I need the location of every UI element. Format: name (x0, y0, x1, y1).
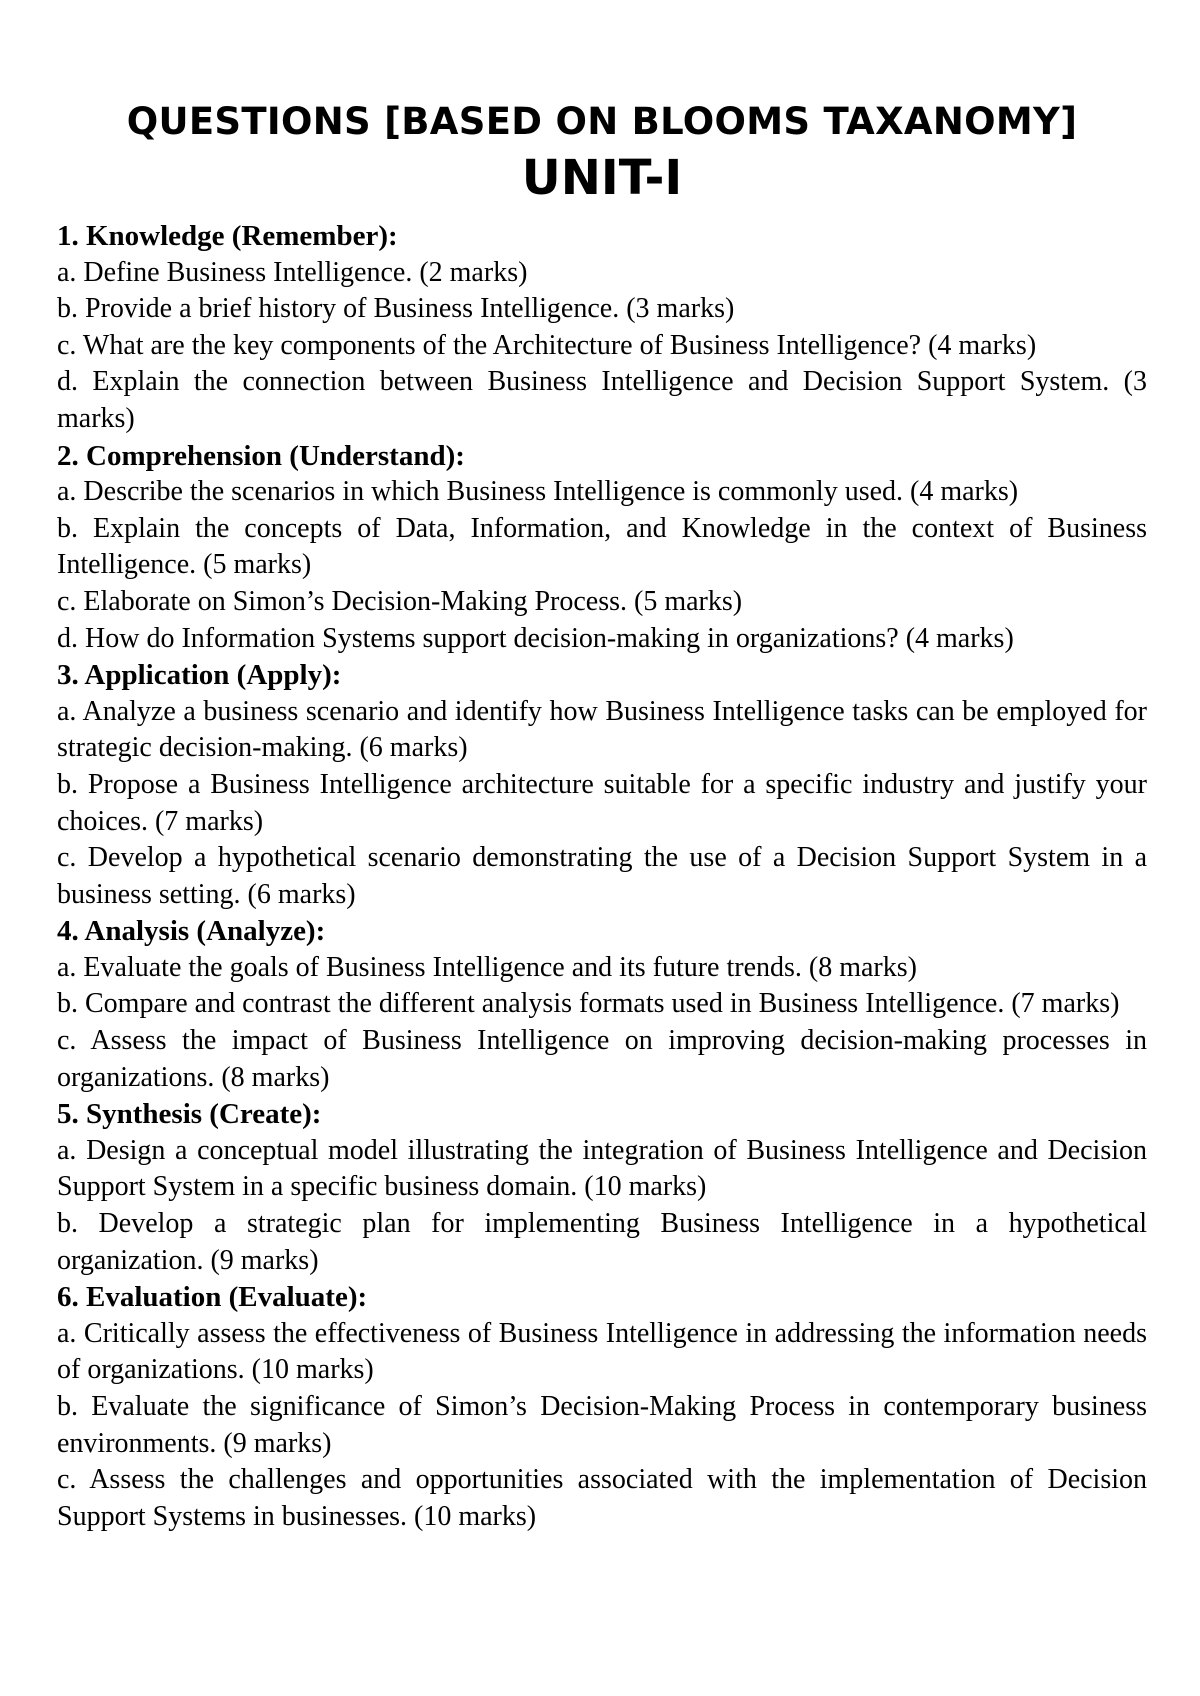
section-application (57, 657, 1147, 913)
section-heading: 1. Knowledge (Remember): (57, 220, 398, 252)
question-item: a. Critically assess the effectiveness of Business Intelligence in addressing the information needs of organizations. (10 marks) (57, 1317, 1147, 1386)
question-item: b. Propose a Business Intelligence architecture suitable for a specific industry and justify your choices. (7 marks) (57, 768, 1147, 837)
question-item: c. Assess the impact of Business Intelligence on improving decision-making processes in organizations. (8 marks) (57, 1025, 1147, 1093)
section-analysis (57, 913, 1147, 1096)
question-item: c. Develop a hypothetical scenario demonstrating the use of a Decision Support System in a business setting. (6 marks) (57, 842, 1147, 910)
section-synthesis (57, 1096, 1147, 1279)
question-item: b. Explain the concepts of Data, Information, and Knowledge in the context of Business Intelligence. (5 marks) (57, 512, 1147, 581)
question-item: d. Explain the connection between Business Intelligence and Decision Support System. (3 marks) (57, 366, 1147, 434)
section-evaluation (57, 1279, 1147, 1535)
question-item: a. Design a conceptual model illustrating the integration of Business Intelligence and Decision Support System in a specific business domain. (10 marks) (57, 1134, 1147, 1203)
document-page (57, 100, 1147, 1535)
question-item: c. What are the key components of the Architecture of Business Intelligence? (4 marks) (57, 329, 1037, 361)
section-comprehension (57, 438, 1147, 658)
question-item: a. Analyze a business scenario and identify how Business Intelligence tasks can be employed for strategic decision-making. (6 marks) (57, 695, 1147, 764)
question-item: a. Define Business Intelligence. (2 marks) (57, 256, 528, 288)
section-heading: 3. Application (Apply): (57, 659, 342, 692)
question-item: c. Assess the challenges and opportunities associated with the implementation of Decision Support Systems in businesses. (10 marks) (57, 1464, 1147, 1532)
question-item: a. Evaluate the goals of Business Intelligence and its future trends. (8 marks) (57, 951, 917, 983)
question-item: a. Describe the scenarios in which Business Intelligence is commonly used. (4 marks) (57, 476, 1019, 508)
section-heading: 4. Analysis (Analyze): (57, 915, 326, 948)
section-knowledge (57, 218, 1147, 438)
question-item: d. How do Information Systems support decision-making in organizations? (4 marks) (57, 622, 1014, 654)
question-item: c. Elaborate on Simon’s Decision-Making Process. (5 marks) (57, 585, 743, 617)
unit-heading: UNIT-I (521, 150, 683, 206)
question-item: b. Compare and contrast the different analysis formats used in Business Intelligence. (7 marks) (57, 988, 1120, 1020)
section-heading: 2. Comprehension (Understand): (57, 439, 465, 472)
question-item: b. Provide a brief history of Business Intelligence. (3 marks) (57, 293, 735, 325)
question-item: b. Develop a strategic plan for implementing Business Intelligence in a hypothetical organization. (9 marks) (57, 1208, 1147, 1276)
page-title: QUESTIONS [BASED ON BLOOMS TAXANOMY] (126, 100, 1078, 143)
question-item: b. Evaluate the significance of Simon’s Decision-Making Process in contemporary business environments. (9 marks) (57, 1391, 1147, 1459)
section-heading: 5. Synthesis (Create): (57, 1098, 322, 1131)
section-heading: 6. Evaluation (Evaluate): (57, 1281, 368, 1314)
